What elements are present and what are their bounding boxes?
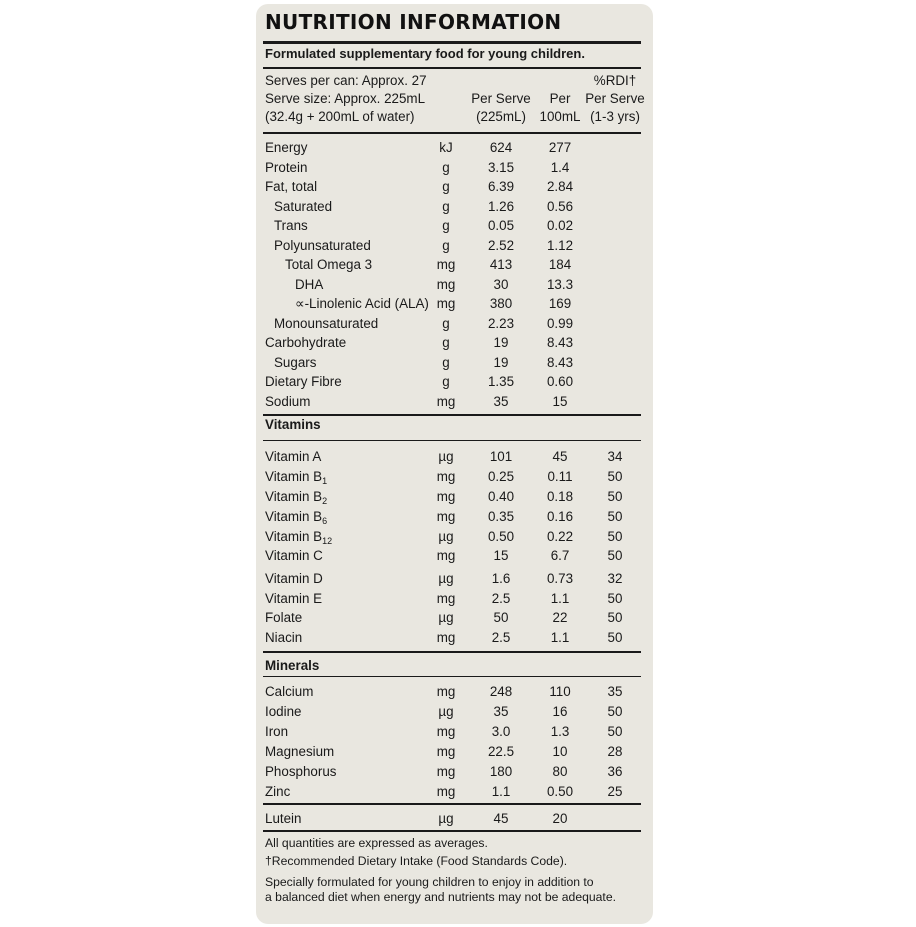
section-rule-before-minerals xyxy=(263,651,641,653)
nutrient-unit: mg xyxy=(436,591,456,606)
value-per-100ml: 0.11 xyxy=(547,469,573,484)
value-per-serve: 248 xyxy=(489,684,513,699)
value-per-100ml: 80 xyxy=(552,764,568,779)
value-per-serve: 35 xyxy=(493,393,509,409)
nutrient-name-text: Calcium xyxy=(265,684,314,699)
value-per-100ml: 1.3 xyxy=(550,724,570,739)
nutrient-name xyxy=(295,296,429,312)
nutrient-name-text: Lutein xyxy=(265,811,302,826)
nutrient-unit: g xyxy=(442,315,450,331)
nutrient-unit: mg xyxy=(436,724,456,739)
nutrient-name xyxy=(274,238,371,254)
value-per-100ml: 1.1 xyxy=(550,591,570,606)
value-rdi: 50 xyxy=(607,630,623,645)
nutrient-name xyxy=(265,744,334,760)
serve-detail: (32.4g + 200mL of water) xyxy=(265,109,415,124)
value-per-100ml: 0.16 xyxy=(546,509,574,524)
nutrient-unit: mg xyxy=(436,257,456,272)
nutrient-name-text: Monounsaturated xyxy=(274,315,379,331)
nutrient-name-text: Iron xyxy=(265,724,289,739)
value-rdi: 50 xyxy=(607,469,623,484)
nutrient-name xyxy=(265,469,327,486)
nutrient-name-text: Fat, total xyxy=(265,179,318,194)
nutrient-name-subscript: 1 xyxy=(322,476,328,486)
value-per-serve: 35 xyxy=(493,704,509,719)
value-per-serve: 30 xyxy=(493,276,509,292)
value-per-serve: 0.25 xyxy=(487,469,515,484)
value-rdi: 50 xyxy=(607,489,623,504)
nutrient-unit: g xyxy=(442,179,450,194)
value-per-serve: 180 xyxy=(489,764,513,779)
nutrient-name xyxy=(265,704,301,720)
value-rdi: 36 xyxy=(607,764,623,779)
nutrient-name-text: Vitamin D xyxy=(265,571,323,586)
footnote-rdi: †Recommended Dietary Intake (Food Standards Code). xyxy=(265,854,568,868)
nutrient-name xyxy=(265,489,327,506)
value-per-serve: 0.35 xyxy=(487,509,515,524)
nutrient-name xyxy=(265,591,322,607)
value-rdi: 50 xyxy=(607,529,623,544)
value-rdi: 50 xyxy=(607,509,623,524)
footnote-formulated-2: a balanced diet when energy and nutrients may not be adequate. xyxy=(265,890,616,904)
nutrient-name-text: Niacin xyxy=(265,630,303,645)
value-per-100ml: 8.43 xyxy=(546,335,574,350)
nutrient-name-text: Vitamin E xyxy=(265,591,323,606)
value-per-serve: 101 xyxy=(489,449,513,464)
value-per-serve: 6.39 xyxy=(487,179,515,194)
section-rule-before-lutein xyxy=(263,803,641,805)
nutrient-unit: µg xyxy=(438,610,454,625)
nutrient-name xyxy=(285,257,372,273)
nutrient-unit: µg xyxy=(438,571,454,586)
nutrient-name-text: Protein xyxy=(265,159,308,175)
value-per-serve: 2.23 xyxy=(487,315,515,331)
nutrient-name xyxy=(265,610,302,626)
nutrient-unit: mg xyxy=(436,684,456,699)
value-per-100ml: 0.60 xyxy=(546,374,574,389)
value-per-100ml: 13.3 xyxy=(546,276,574,292)
value-per-serve: 3.15 xyxy=(487,159,515,175)
value-rdi: 32 xyxy=(607,571,623,586)
value-per-100ml: 0.56 xyxy=(546,198,574,214)
value-per-100ml: 16 xyxy=(552,704,568,719)
nutrient-name-text: ∝-Linolenic Acid (ALA) xyxy=(295,296,429,311)
minerals-heading-rule xyxy=(263,676,641,678)
value-per-serve: 1.26 xyxy=(487,198,515,214)
value-per-100ml: 0.18 xyxy=(546,489,574,504)
value-per-100ml: 1.4 xyxy=(550,159,570,175)
value-per-serve: 624 xyxy=(489,140,513,155)
nutrient-name-text: Carbohydrate xyxy=(265,335,347,350)
value-rdi: 25 xyxy=(607,784,623,799)
nutrient-unit: µg xyxy=(438,449,454,464)
nutrient-unit: mg xyxy=(436,630,456,645)
nutrient-unit: kJ xyxy=(439,140,453,155)
nutrient-name-text: Magnesium xyxy=(265,744,335,759)
value-per-100ml: 0.99 xyxy=(546,315,574,331)
value-per-100ml: 110 xyxy=(549,684,571,699)
value-per-100ml: 45 xyxy=(552,449,568,464)
nutrient-name xyxy=(265,509,327,526)
nutrient-name xyxy=(265,630,302,646)
value-per-100ml: 15 xyxy=(552,393,568,409)
nutrient-unit: mg xyxy=(436,548,456,563)
section-heading-minerals: Minerals xyxy=(265,658,320,673)
nutrient-unit: mg xyxy=(436,296,456,311)
nutrient-unit: mg xyxy=(436,509,456,524)
col-per-100-line2: 100mL xyxy=(539,109,581,124)
table-bottom-rule xyxy=(263,830,641,832)
title-rule xyxy=(263,41,641,44)
value-per-serve: 19 xyxy=(493,354,509,370)
subtitle-rule xyxy=(263,67,641,69)
nutrient-name xyxy=(265,684,313,700)
nutrient-unit: g xyxy=(442,335,450,350)
nutrient-name xyxy=(265,811,301,827)
nutrient-unit: mg xyxy=(436,276,456,292)
value-rdi: 50 xyxy=(607,704,623,719)
nutrient-name-text: Energy xyxy=(265,140,308,155)
value-per-100ml: 22 xyxy=(552,610,568,625)
nutrient-name xyxy=(265,179,317,195)
nutrient-name xyxy=(265,374,342,390)
nutrient-unit: µg xyxy=(438,811,454,826)
nutrient-unit: g xyxy=(442,237,450,253)
value-per-serve: 1.6 xyxy=(491,571,511,586)
value-rdi: 50 xyxy=(607,591,623,606)
serve-size: Serve size: Approx. 225mL xyxy=(265,91,426,106)
panel-title: NUTRITION INFORMATION xyxy=(265,10,562,34)
nutrient-name-subscript: 6 xyxy=(322,516,328,526)
nutrient-unit: mg xyxy=(436,764,456,779)
value-per-100ml: 10 xyxy=(552,744,568,759)
nutrient-name xyxy=(265,394,310,410)
nutrient-unit: g xyxy=(442,159,450,175)
col-per-serve-line2: (225mL) xyxy=(476,109,526,124)
value-per-100ml: 1.1 xyxy=(550,630,570,645)
nutrient-name xyxy=(274,199,332,215)
value-per-serve: 50 xyxy=(493,610,509,625)
col-per-serve-line1: Per Serve xyxy=(471,91,531,106)
value-per-serve: 3.0 xyxy=(491,724,511,739)
nutrition-panel xyxy=(256,4,653,924)
value-per-serve: 380 xyxy=(489,296,513,311)
value-rdi: 28 xyxy=(607,744,623,759)
nutrient-name xyxy=(274,316,378,332)
nutrient-name-text: Sodium xyxy=(265,393,311,409)
value-rdi: 34 xyxy=(607,449,623,464)
value-per-serve: 1.1 xyxy=(491,784,511,799)
nutrient-name xyxy=(265,529,332,546)
col-rdi-line3: (1-3 yrs) xyxy=(590,109,640,124)
col-rdi-line2: Per Serve xyxy=(585,91,645,106)
value-per-100ml: 20 xyxy=(552,811,568,826)
value-per-serve: 2.52 xyxy=(487,237,515,253)
nutrient-name xyxy=(265,449,321,465)
nutrient-name-text: Iodine xyxy=(265,704,302,719)
nutrient-name-text: Phosphorus xyxy=(265,764,337,779)
nutrient-unit: mg xyxy=(436,393,456,409)
value-per-100ml: 1.12 xyxy=(546,237,574,253)
col-per-100-line1: Per xyxy=(549,91,571,106)
section-heading-vitamins: Vitamins xyxy=(265,417,321,432)
col-rdi-line1: %RDI† xyxy=(593,73,637,88)
header-rule xyxy=(263,132,641,134)
nutrient-name-text: Vitamin B xyxy=(265,489,323,504)
nutrient-name xyxy=(265,140,307,156)
nutrient-name xyxy=(274,355,316,371)
nutrient-name xyxy=(265,784,290,800)
nutrient-name xyxy=(265,764,336,780)
nutrient-name xyxy=(265,335,346,351)
nutrient-name xyxy=(265,724,288,740)
nutrient-unit: g xyxy=(442,374,450,389)
value-per-100ml: 8.43 xyxy=(546,354,574,370)
vitamins-heading-rule xyxy=(263,440,641,442)
nutrient-name-text: Zinc xyxy=(265,784,291,799)
nutrient-name-text: Trans xyxy=(274,218,308,233)
nutrient-name-text: Polyunsaturated xyxy=(274,237,371,253)
value-rdi: 50 xyxy=(607,724,623,739)
nutrient-unit: µg xyxy=(438,529,454,544)
value-per-serve: 413 xyxy=(489,257,513,272)
nutrient-name-text: Vitamin A xyxy=(265,449,322,464)
value-per-100ml: 184 xyxy=(548,257,572,272)
value-per-serve: 1.35 xyxy=(487,374,515,389)
nutrient-unit: µg xyxy=(438,704,454,719)
value-per-serve: 0.50 xyxy=(487,529,515,544)
value-per-100ml: 169 xyxy=(548,296,572,311)
nutrient-name xyxy=(265,548,323,564)
nutrient-name xyxy=(265,571,323,587)
nutrient-name-text: Dietary Fibre xyxy=(265,374,342,389)
section-rule-before-vitamins xyxy=(263,414,641,416)
value-per-serve: 2.5 xyxy=(491,630,511,645)
nutrient-name-text: Vitamin B xyxy=(265,469,323,484)
value-per-100ml: 0.22 xyxy=(546,529,574,544)
value-per-serve: 19 xyxy=(493,335,509,350)
value-per-serve: 0.05 xyxy=(487,218,515,233)
nutrient-name xyxy=(265,160,307,176)
value-per-100ml: 277 xyxy=(548,140,572,155)
nutrient-unit: g xyxy=(442,198,450,214)
nutrient-unit: mg xyxy=(436,784,456,799)
value-per-serve: 2.5 xyxy=(491,591,511,606)
nutrient-name-text: Sugars xyxy=(274,354,317,370)
nutrient-name xyxy=(274,218,308,234)
value-per-100ml: 2.84 xyxy=(546,179,574,194)
nutrient-name-subscript: 12 xyxy=(322,536,333,546)
value-per-100ml: 0.73 xyxy=(546,571,574,586)
nutrient-name-subscript: 2 xyxy=(322,496,328,506)
value-rdi: 50 xyxy=(607,610,623,625)
nutrient-name-text: Total Omega 3 xyxy=(285,257,373,272)
value-per-serve: 15 xyxy=(493,548,509,563)
value-rdi: 50 xyxy=(607,548,623,563)
nutrient-name-text: Folate xyxy=(265,610,303,625)
value-per-serve: 0.40 xyxy=(487,489,515,504)
nutrient-name xyxy=(295,277,323,293)
value-rdi: 35 xyxy=(607,684,623,699)
nutrient-name-text: Vitamin B xyxy=(265,529,323,544)
value-per-serve: 45 xyxy=(493,811,509,826)
nutrient-unit: g xyxy=(442,354,450,370)
nutrient-unit: g xyxy=(442,218,450,233)
footnote-formulated-1: Specially formulated for young children to enjoy in addition to xyxy=(265,875,594,889)
nutrient-unit: mg xyxy=(436,489,456,504)
value-per-100ml: 6.7 xyxy=(550,548,570,563)
footnote-averages: All quantities are expressed as averages. xyxy=(265,836,488,850)
nutrient-unit: mg xyxy=(436,469,456,484)
nutrient-unit: mg xyxy=(436,744,456,759)
serves-per-can: Serves per can: Approx. 27 xyxy=(265,73,427,88)
nutrient-name-text: Vitamin B xyxy=(265,509,323,524)
nutrient-name-text: DHA xyxy=(295,276,324,292)
nutrient-name-text: Saturated xyxy=(274,198,333,214)
panel-subtitle: Formulated supplementary food for young children. xyxy=(265,46,585,61)
value-per-100ml: 0.50 xyxy=(546,784,574,799)
value-per-serve: 22.5 xyxy=(487,744,515,759)
nutrient-name-text: Vitamin C xyxy=(265,548,323,563)
value-per-100ml: 0.02 xyxy=(546,218,574,233)
